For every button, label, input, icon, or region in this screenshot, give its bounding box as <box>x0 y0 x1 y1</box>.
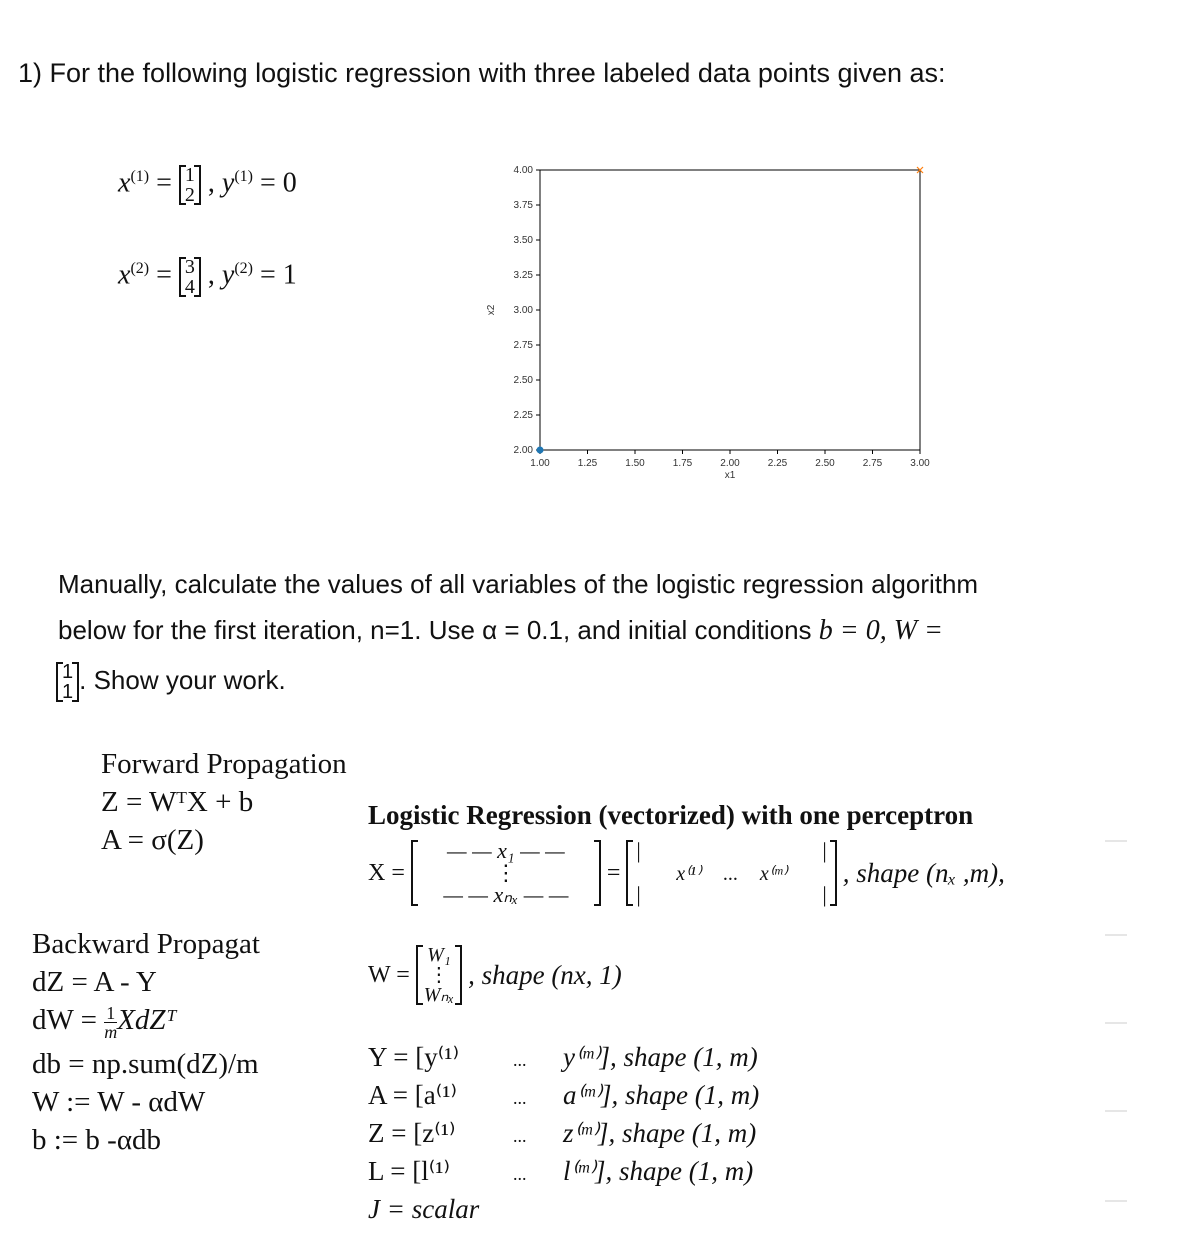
forward-propagation <box>101 745 347 859</box>
instruction-line-3 <box>56 662 286 702</box>
plot-frame <box>540 170 920 450</box>
backward-db-eq: db = np.sum(dZ)/m <box>32 1048 259 1080</box>
y-tick-label: 2.75 <box>513 340 533 351</box>
x-tick-label: 2.50 <box>815 458 835 469</box>
x-tick-label: 1.25 <box>577 458 598 469</box>
x-matrix-eq: X = — — x₁ — — ⋮ — — xₙₓ — — = | | x⁽¹⁾ ... x⁽ᵐ⁾ | | , shape (nₓ ,m), <box>368 838 1005 907</box>
forward-z-eq: Z = WᵀX + b <box>101 786 254 818</box>
initial-w-vector: 1 1 <box>56 662 79 702</box>
scan-artifact <box>1105 1110 1127 1112</box>
backward-title: Backward Propagat <box>32 928 260 960</box>
backward-propagation <box>32 925 312 1159</box>
w-shape: , shape (nx, 1) <box>468 959 622 990</box>
y-tick-label: 3.25 <box>513 270 533 281</box>
scan-artifact <box>1105 840 1127 842</box>
backward-dw-eq: dW = $\frac{1}{m}$ XdZᵀ <box>32 1002 177 1042</box>
x-tick-label: 1.75 <box>672 458 693 469</box>
x1-vector: 1 2 <box>179 165 201 205</box>
backward-w-update: W := W - αdW <box>32 1086 206 1118</box>
y-tick-label: 2.00 <box>513 445 533 456</box>
data-point-2: $x^{(2)}$ = 3 4 , $y^{(2)} = 1$ <box>118 256 297 298</box>
y-tick-label: 3.00 <box>513 305 533 316</box>
x-tick-label: 2.75 <box>862 458 883 469</box>
x-column-matrix: | | x⁽¹⁾ ... x⁽ᵐ⁾ | | <box>626 840 836 906</box>
x-matrix: — — x₁ — — ⋮ — — xₙₓ — — <box>411 840 601 906</box>
y-tick-label: 3.50 <box>513 235 533 246</box>
x-tick-label: 2.00 <box>720 458 740 469</box>
x-tick-label: 3.00 <box>910 458 930 469</box>
y-tick-label: 2.25 <box>513 410 533 421</box>
row-y: Y = [y⁽¹⁾ ... y⁽ᵐ⁾], shape (1, m) <box>368 1042 758 1072</box>
x2-vector: 3 4 <box>179 257 201 297</box>
forward-a-eq: A = σ(Z) <box>101 824 204 856</box>
y-tick-label: 2.50 <box>513 375 533 386</box>
row-l: L = [l⁽¹⁾ ... l⁽ᵐ⁾], shape (1, m) <box>368 1156 754 1186</box>
initial-conditions: b = 0, W = <box>818 615 943 646</box>
vectorized-title: Logistic Regression (vectorized) with one perceptron <box>368 800 974 830</box>
x-tick-label: 1.50 <box>625 458 645 469</box>
y-tick-label: 3.75 <box>513 200 533 211</box>
x-tick-label: 2.25 <box>767 458 788 469</box>
vector-rows <box>368 1040 759 1227</box>
x-axis-label: x1 <box>724 470 736 481</box>
backward-b-update: b := b -αdb <box>32 1124 162 1156</box>
question-header: 1) For the following logistic regression with three labeled data points given as: <box>18 58 946 88</box>
data-point-1: $x^{(1)}$ = 1 2 , $y^{(1)} = 0$ <box>118 164 297 206</box>
scan-artifact <box>1105 1200 1127 1202</box>
forward-title: Forward Propagation <box>101 748 347 780</box>
backward-dz-eq: dZ = A - Y <box>32 966 157 998</box>
row-j: J = scalar <box>368 1194 480 1224</box>
row-a: A = [a⁽¹⁾ ... a⁽ᵐ⁾], shape (1, m) <box>368 1080 760 1110</box>
w-column-vector: W₁ ⋮ Wₙₓ <box>416 945 462 1005</box>
y-axis-label: x2 <box>486 304 497 316</box>
instruction-line-2: below for the first iteration, n=1. Use α = 0.1, and initial conditions b = 0, W = <box>58 615 943 646</box>
scan-artifact <box>1105 934 1127 936</box>
x-tick-label: 1.00 <box>530 458 550 469</box>
show-work-text: . Show your work. <box>79 664 286 695</box>
y-tick-label: 4.00 <box>513 165 533 176</box>
data-point-1 <box>537 447 544 454</box>
scatter-plot <box>480 160 960 505</box>
scan-artifact <box>1105 1022 1127 1024</box>
row-z: Z = [z⁽¹⁾ ... z⁽ᵐ⁾], shape (1, m) <box>368 1118 757 1148</box>
instruction-line-1: Manually, calculate the values of all variables of the logistic regression algorithm <box>58 569 979 599</box>
x-shape: , shape (nₓ ,m), <box>842 857 1005 888</box>
w-vector-eq: W = W₁ ⋮ Wₙₓ , shape (nx, 1) <box>368 944 622 1006</box>
